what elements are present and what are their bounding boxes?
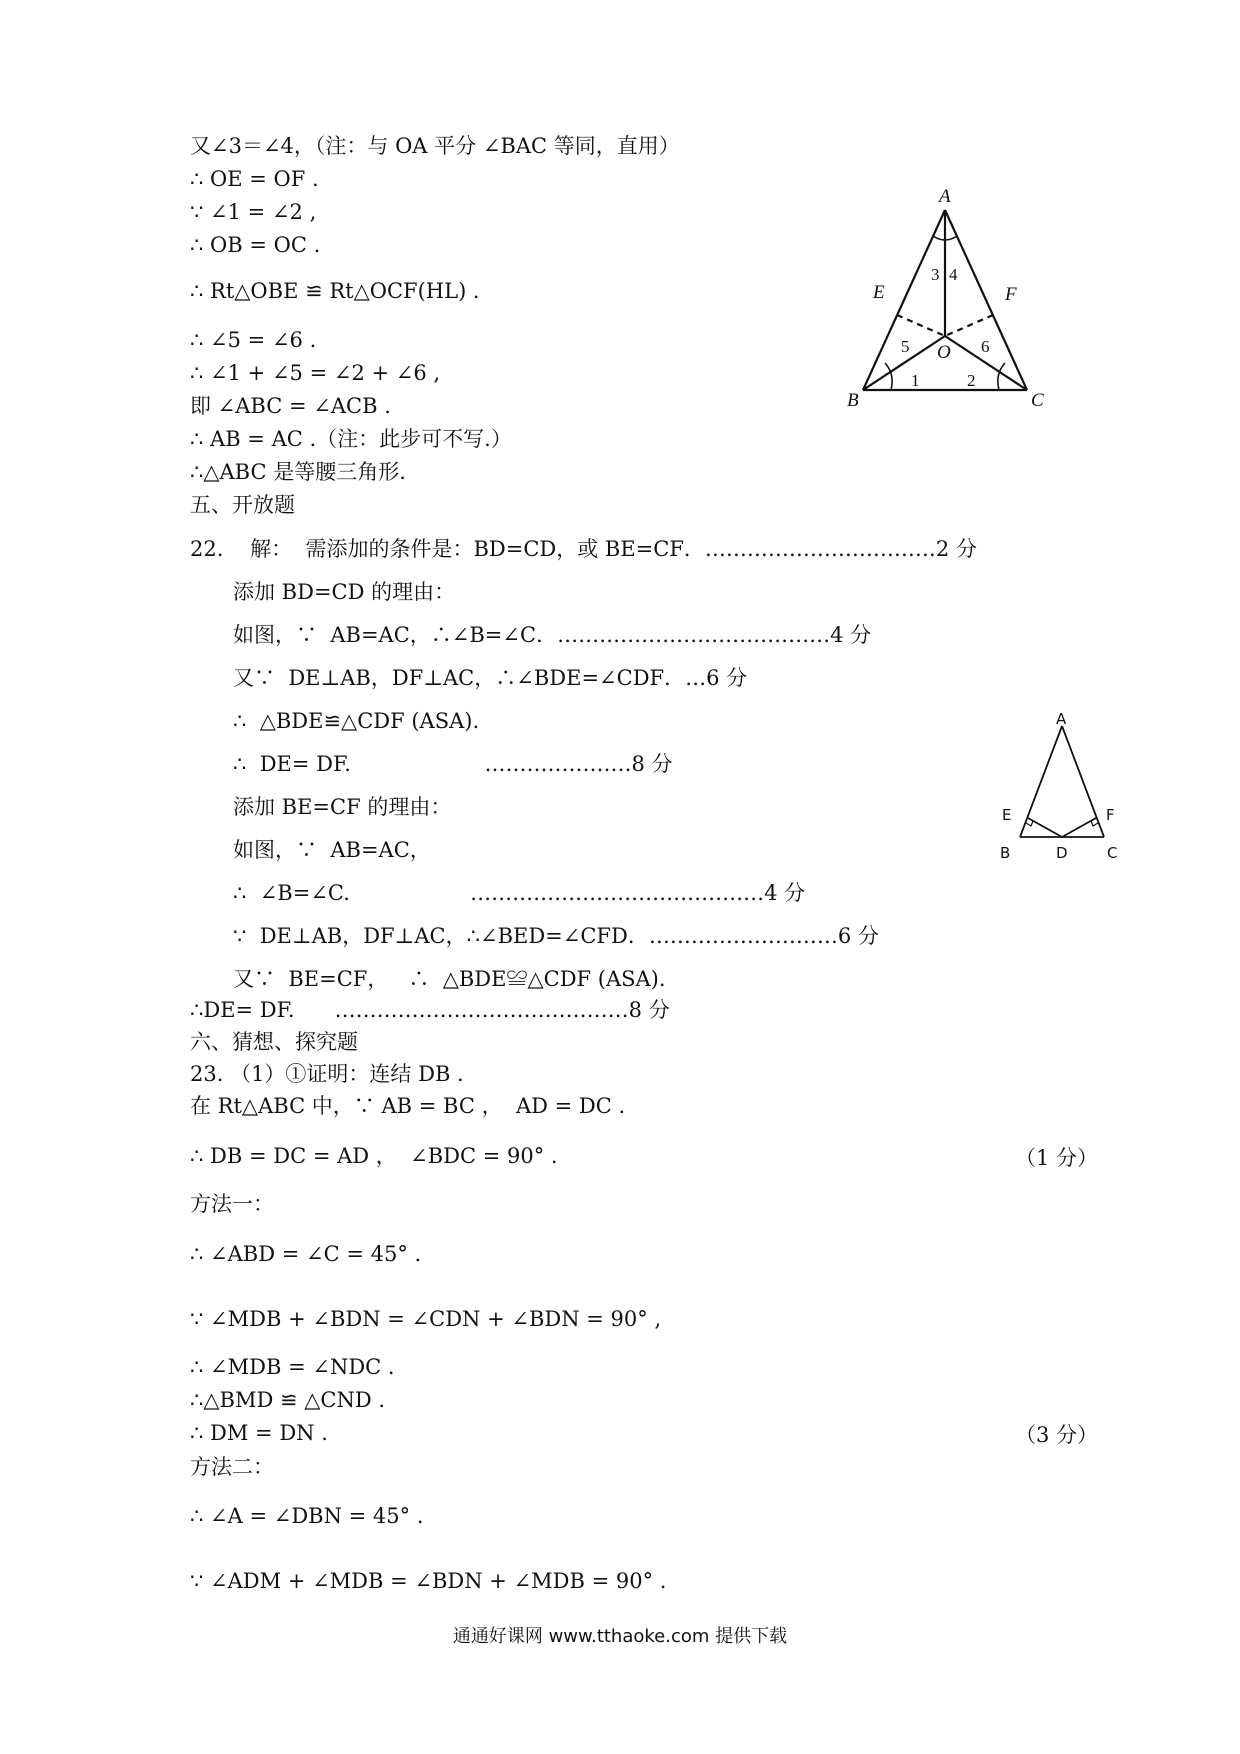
text-line: 23. （1）①证明：连结 DB . [190,1062,464,1086]
text-line: 方法一： [190,1192,274,1216]
text-line: ∵ DE⊥AB，DF⊥AC，∴∠BED=∠CFD．………………………6 分 [233,924,879,948]
text-line: 方法二： [190,1455,274,1479]
text-line: ∴ OE = OF . [190,167,319,191]
label-c: C [1031,390,1044,408]
triangle-figure-2 [1000,712,1130,862]
text-line: ∴ ∠ABD = ∠C = 45° . [190,1242,422,1266]
text-line: 22. 解： 需添加的条件是：BD=CD，或 BE=CF．……………………………2 分 [190,537,977,561]
edge-ac [1062,726,1104,837]
angle-label-1: 1 [911,371,920,390]
text-line: 又∵ DE⊥AB，DF⊥AC，∴∠BDE=∠CDF．…6 分 [233,666,748,690]
text-line: ∴ △BDE≌△CDF (ASA). [233,709,480,733]
text-line: 即 ∠ABC = ∠ACB . [190,394,391,418]
page-footer: 通通好课网 www.tthaoke.com 提供下载 [452,1626,788,1647]
text-line: ∴△ABC 是等腰三角形. [190,460,406,484]
angle-label-2: 2 [967,371,976,390]
text-line: 如图，∵ AB=AC，∴∠B=∠C．…………………………………4 分 [233,623,872,647]
text-line: ∴ DB = DC = AD ， ∠BDC = 90° . [190,1144,558,1168]
label-a: A [1056,712,1067,728]
segment-oe [897,315,945,336]
text-line: 又∵ BE=CF， ∴ △BDE≌△CDF (ASA). [233,967,666,991]
text-line: ∴ ∠5 = ∠6 . [190,328,317,352]
angle-arc-c [998,363,1005,390]
text-line: ∴ ∠B=∠C. ……………………………………4 分 [233,881,806,905]
text-line: ∴ AB = AC .（注：此步可不写.） [190,427,512,451]
score-mark: （3 分） [1014,1423,1098,1447]
label-f: F [1106,806,1115,824]
text-line: ∵ ∠MDB + ∠BDN = ∠CDN + ∠BDN = 90° , [190,1307,662,1331]
text-line: ∵ ∠ADM + ∠MDB = ∠BDN + ∠MDB = 90° . [190,1569,667,1593]
text-line: ∴ ∠MDB = ∠NDC . [190,1355,395,1379]
triangle-figure-1 [845,188,1055,408]
score-mark: （1 分） [1014,1146,1098,1170]
angle-label-3: 3 [931,265,940,284]
label-e: E [873,282,885,303]
text-line: ∴ ∠A = ∠DBN = 45° . [190,1504,424,1528]
text-line: ∵ ∠1 = ∠2 , [190,200,317,224]
angle-label-5: 5 [901,337,910,356]
label-f: F [1005,284,1017,305]
text-line: ∴ DM = DN . [190,1421,328,1445]
label-o: O [937,342,951,363]
text-line: ∴ OB = OC . [190,233,321,257]
text-line: ∴ ∠1 + ∠5 = ∠2 + ∠6 , [190,361,441,385]
text-line: 在 Rt△ABC 中，∵ AB = BC ， AD = DC . [190,1094,626,1118]
angle-arc-b [885,363,892,390]
text-line: ∴DE= DF. ……………………………………8 分 [190,998,670,1022]
edge-ab [1020,726,1062,837]
label-b: B [1000,844,1011,862]
label-a: A [939,188,951,207]
text-line: ∴△BMD ≌ △CND . [190,1388,386,1412]
text-line: 五、开放题 [190,493,295,517]
text-line: 添加 BE=CF 的理由： [233,795,452,819]
label-e: E [1002,806,1012,824]
segment-of [945,315,993,336]
text-line: ∴ Rt△OBE ≌ Rt△OCF(HL) . [190,279,480,303]
label-c: C [1107,844,1118,862]
text-line: 添加 BD=CD 的理由： [233,580,456,604]
label-b: B [847,390,859,408]
text-line: 又∠3＝∠4，（注：与 OA 平分 ∠BAC 等同，直用） [190,134,680,158]
label-d: D [1056,844,1068,862]
text-line: 如图，∵ AB=AC， [233,838,431,862]
text-line: ∴ DE= DF. …………………8 分 [233,752,673,776]
angle-label-4: 4 [949,265,958,284]
angle-label-6: 6 [981,337,990,356]
text-line: 六、猜想、探究题 [190,1030,358,1054]
